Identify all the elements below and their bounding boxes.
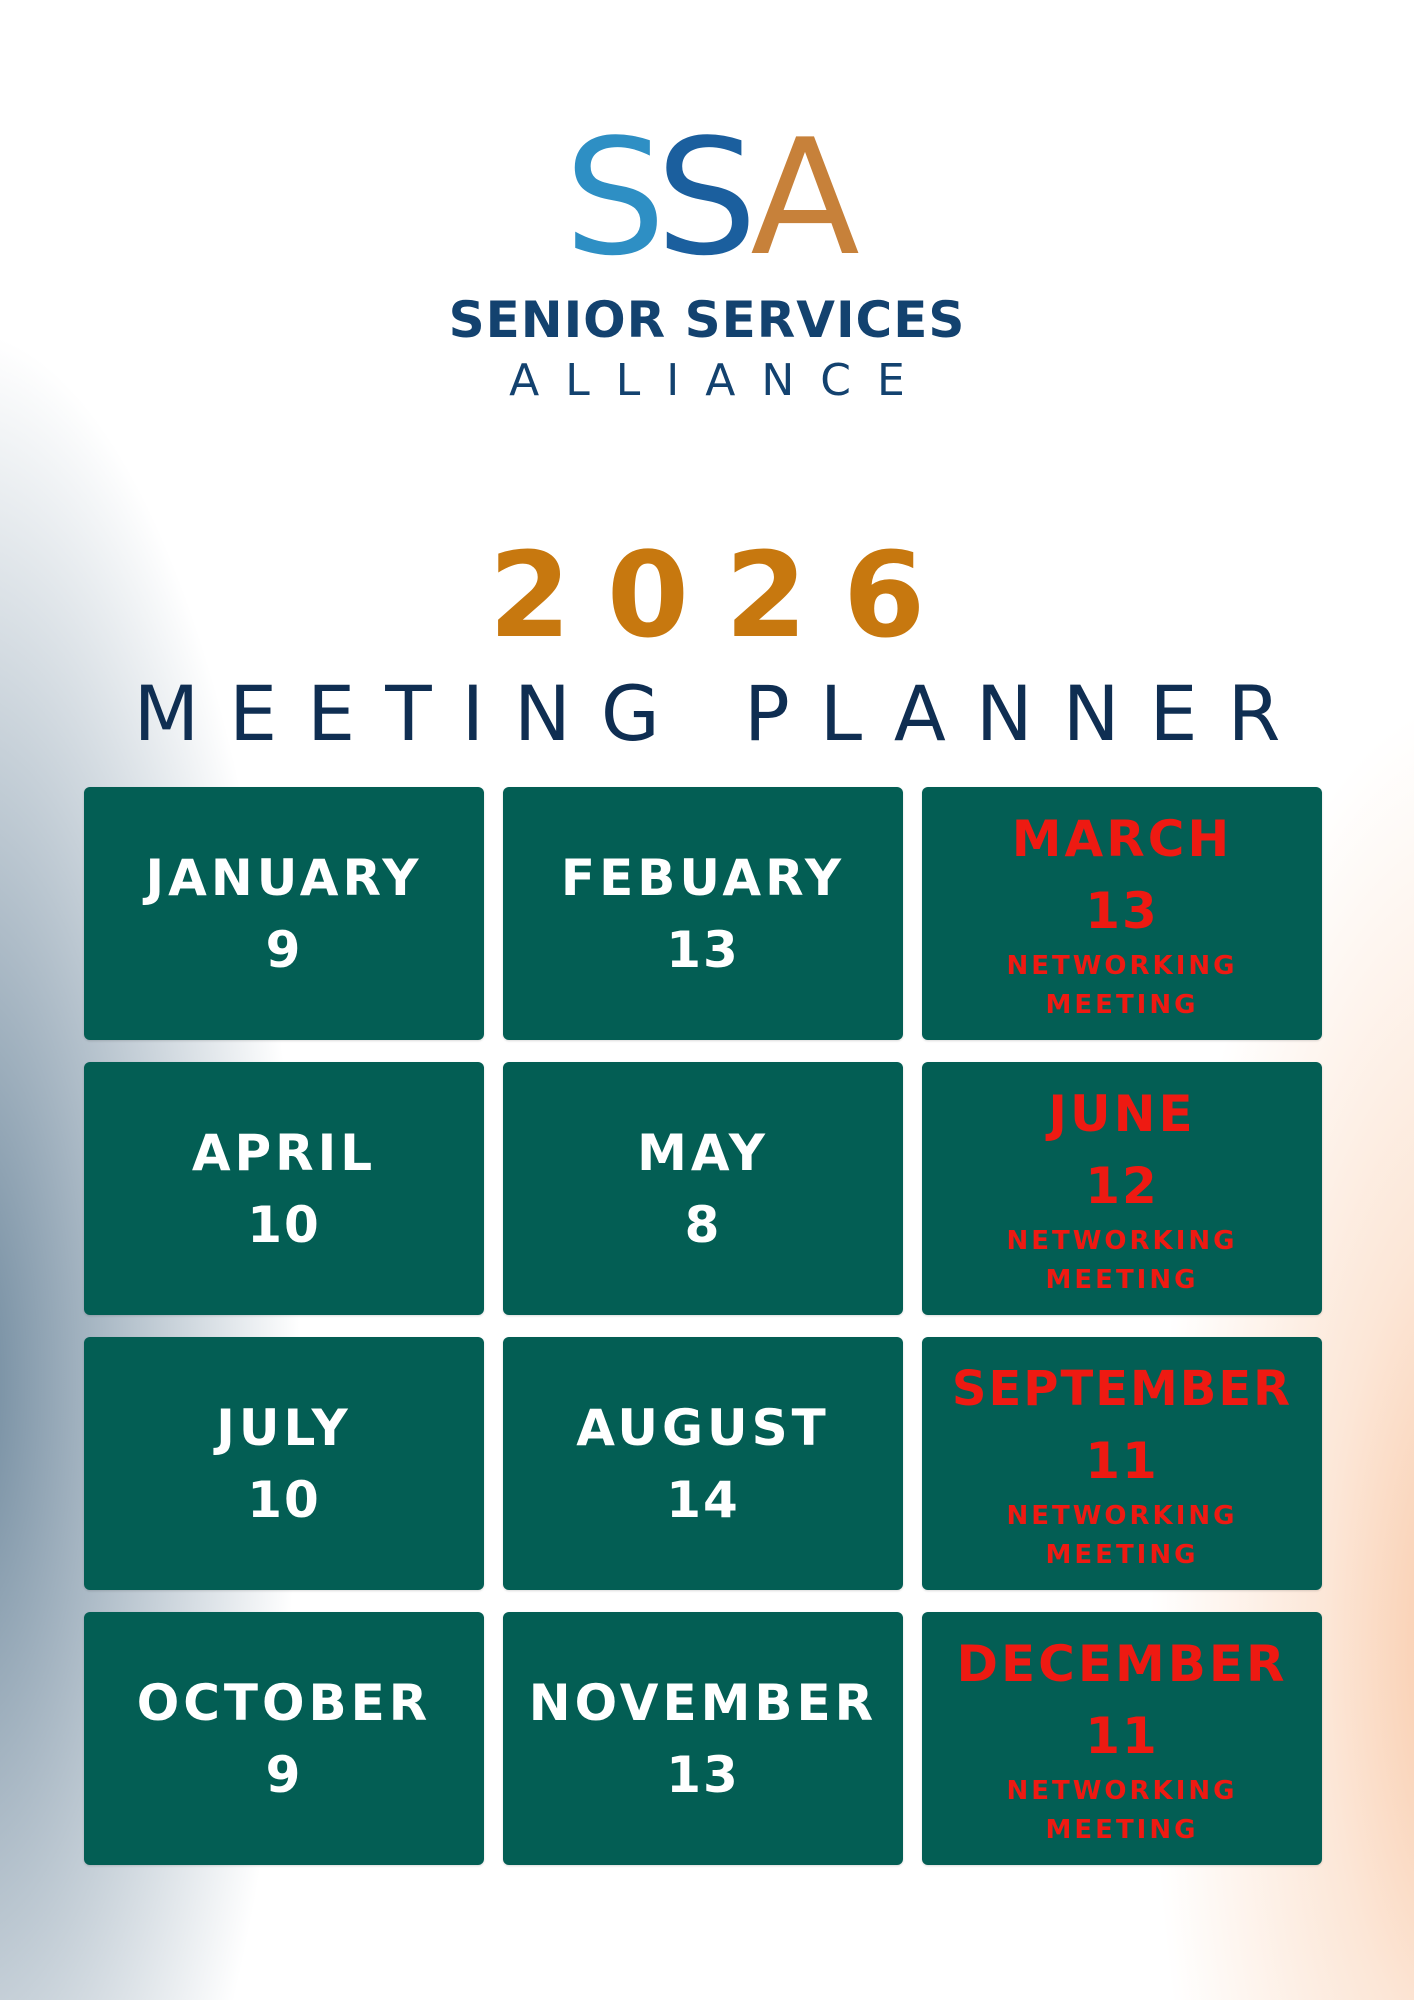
meeting-month: JULY [216, 1398, 352, 1457]
meeting-day: 9 [265, 1745, 303, 1804]
logo-letter-s2: S [655, 104, 751, 291]
meeting-cell-february [503, 787, 903, 1040]
meeting-day: 14 [666, 1470, 740, 1529]
meeting-cell-march [922, 787, 1322, 1040]
meeting-grid [84, 787, 1322, 1865]
meeting-month: FEBUARY [560, 848, 846, 907]
meeting-day: 10 [247, 1195, 321, 1254]
meeting-cell-january [84, 787, 484, 1040]
meeting-month: AUGUST [576, 1398, 830, 1457]
meeting-month: MAY [637, 1123, 769, 1182]
ssa-logo-mark [0, 104, 1414, 291]
meeting-cell-june [922, 1062, 1322, 1315]
networking-meeting-label: NETWORKING MEETING [1006, 1775, 1238, 1845]
meeting-day: 11 [1085, 1431, 1159, 1490]
meeting-day: 13 [666, 920, 740, 979]
meeting-cell-october [84, 1612, 484, 1865]
planner-title: MEETING PLANNER [133, 669, 1311, 758]
logo-organization-name: SENIOR SERVICES [448, 291, 966, 349]
meeting-month: DECEMBER [956, 1634, 1288, 1693]
networking-meeting-label: NETWORKING MEETING [1006, 1225, 1238, 1295]
meeting-day: 11 [1085, 1706, 1159, 1765]
networking-meeting-label: NETWORKING MEETING [1006, 1500, 1238, 1570]
meeting-cell-april [84, 1062, 484, 1315]
meeting-month: OCTOBER [136, 1673, 432, 1732]
planner-year: 2026 [488, 526, 962, 664]
meeting-day: 13 [666, 1745, 740, 1804]
meeting-day: 9 [265, 920, 303, 979]
meeting-cell-november [503, 1612, 903, 1865]
logo-letter-a: A [750, 104, 850, 291]
meeting-month: NOVEMBER [528, 1673, 878, 1732]
meeting-month: JUNE [1048, 1084, 1196, 1143]
meeting-cell-may [503, 1062, 903, 1315]
meeting-day: 13 [1085, 881, 1159, 940]
meeting-month: APRIL [191, 1123, 377, 1182]
meeting-month: MARCH [1011, 809, 1233, 868]
meeting-day: 8 [684, 1195, 722, 1254]
meeting-cell-december [922, 1612, 1322, 1865]
networking-meeting-label: NETWORKING MEETING [1006, 950, 1238, 1020]
logo-letter-s1: S [564, 104, 656, 291]
meeting-cell-july [84, 1337, 484, 1590]
meeting-month: SEPTEMBER [951, 1360, 1293, 1417]
logo-organization-subtitle: ALLIANCE [509, 355, 931, 406]
meeting-cell-september [922, 1337, 1322, 1590]
meeting-day: 12 [1085, 1156, 1159, 1215]
meeting-cell-august [503, 1337, 903, 1590]
meeting-month: JANUARY [145, 848, 423, 907]
meeting-day: 10 [247, 1470, 321, 1529]
